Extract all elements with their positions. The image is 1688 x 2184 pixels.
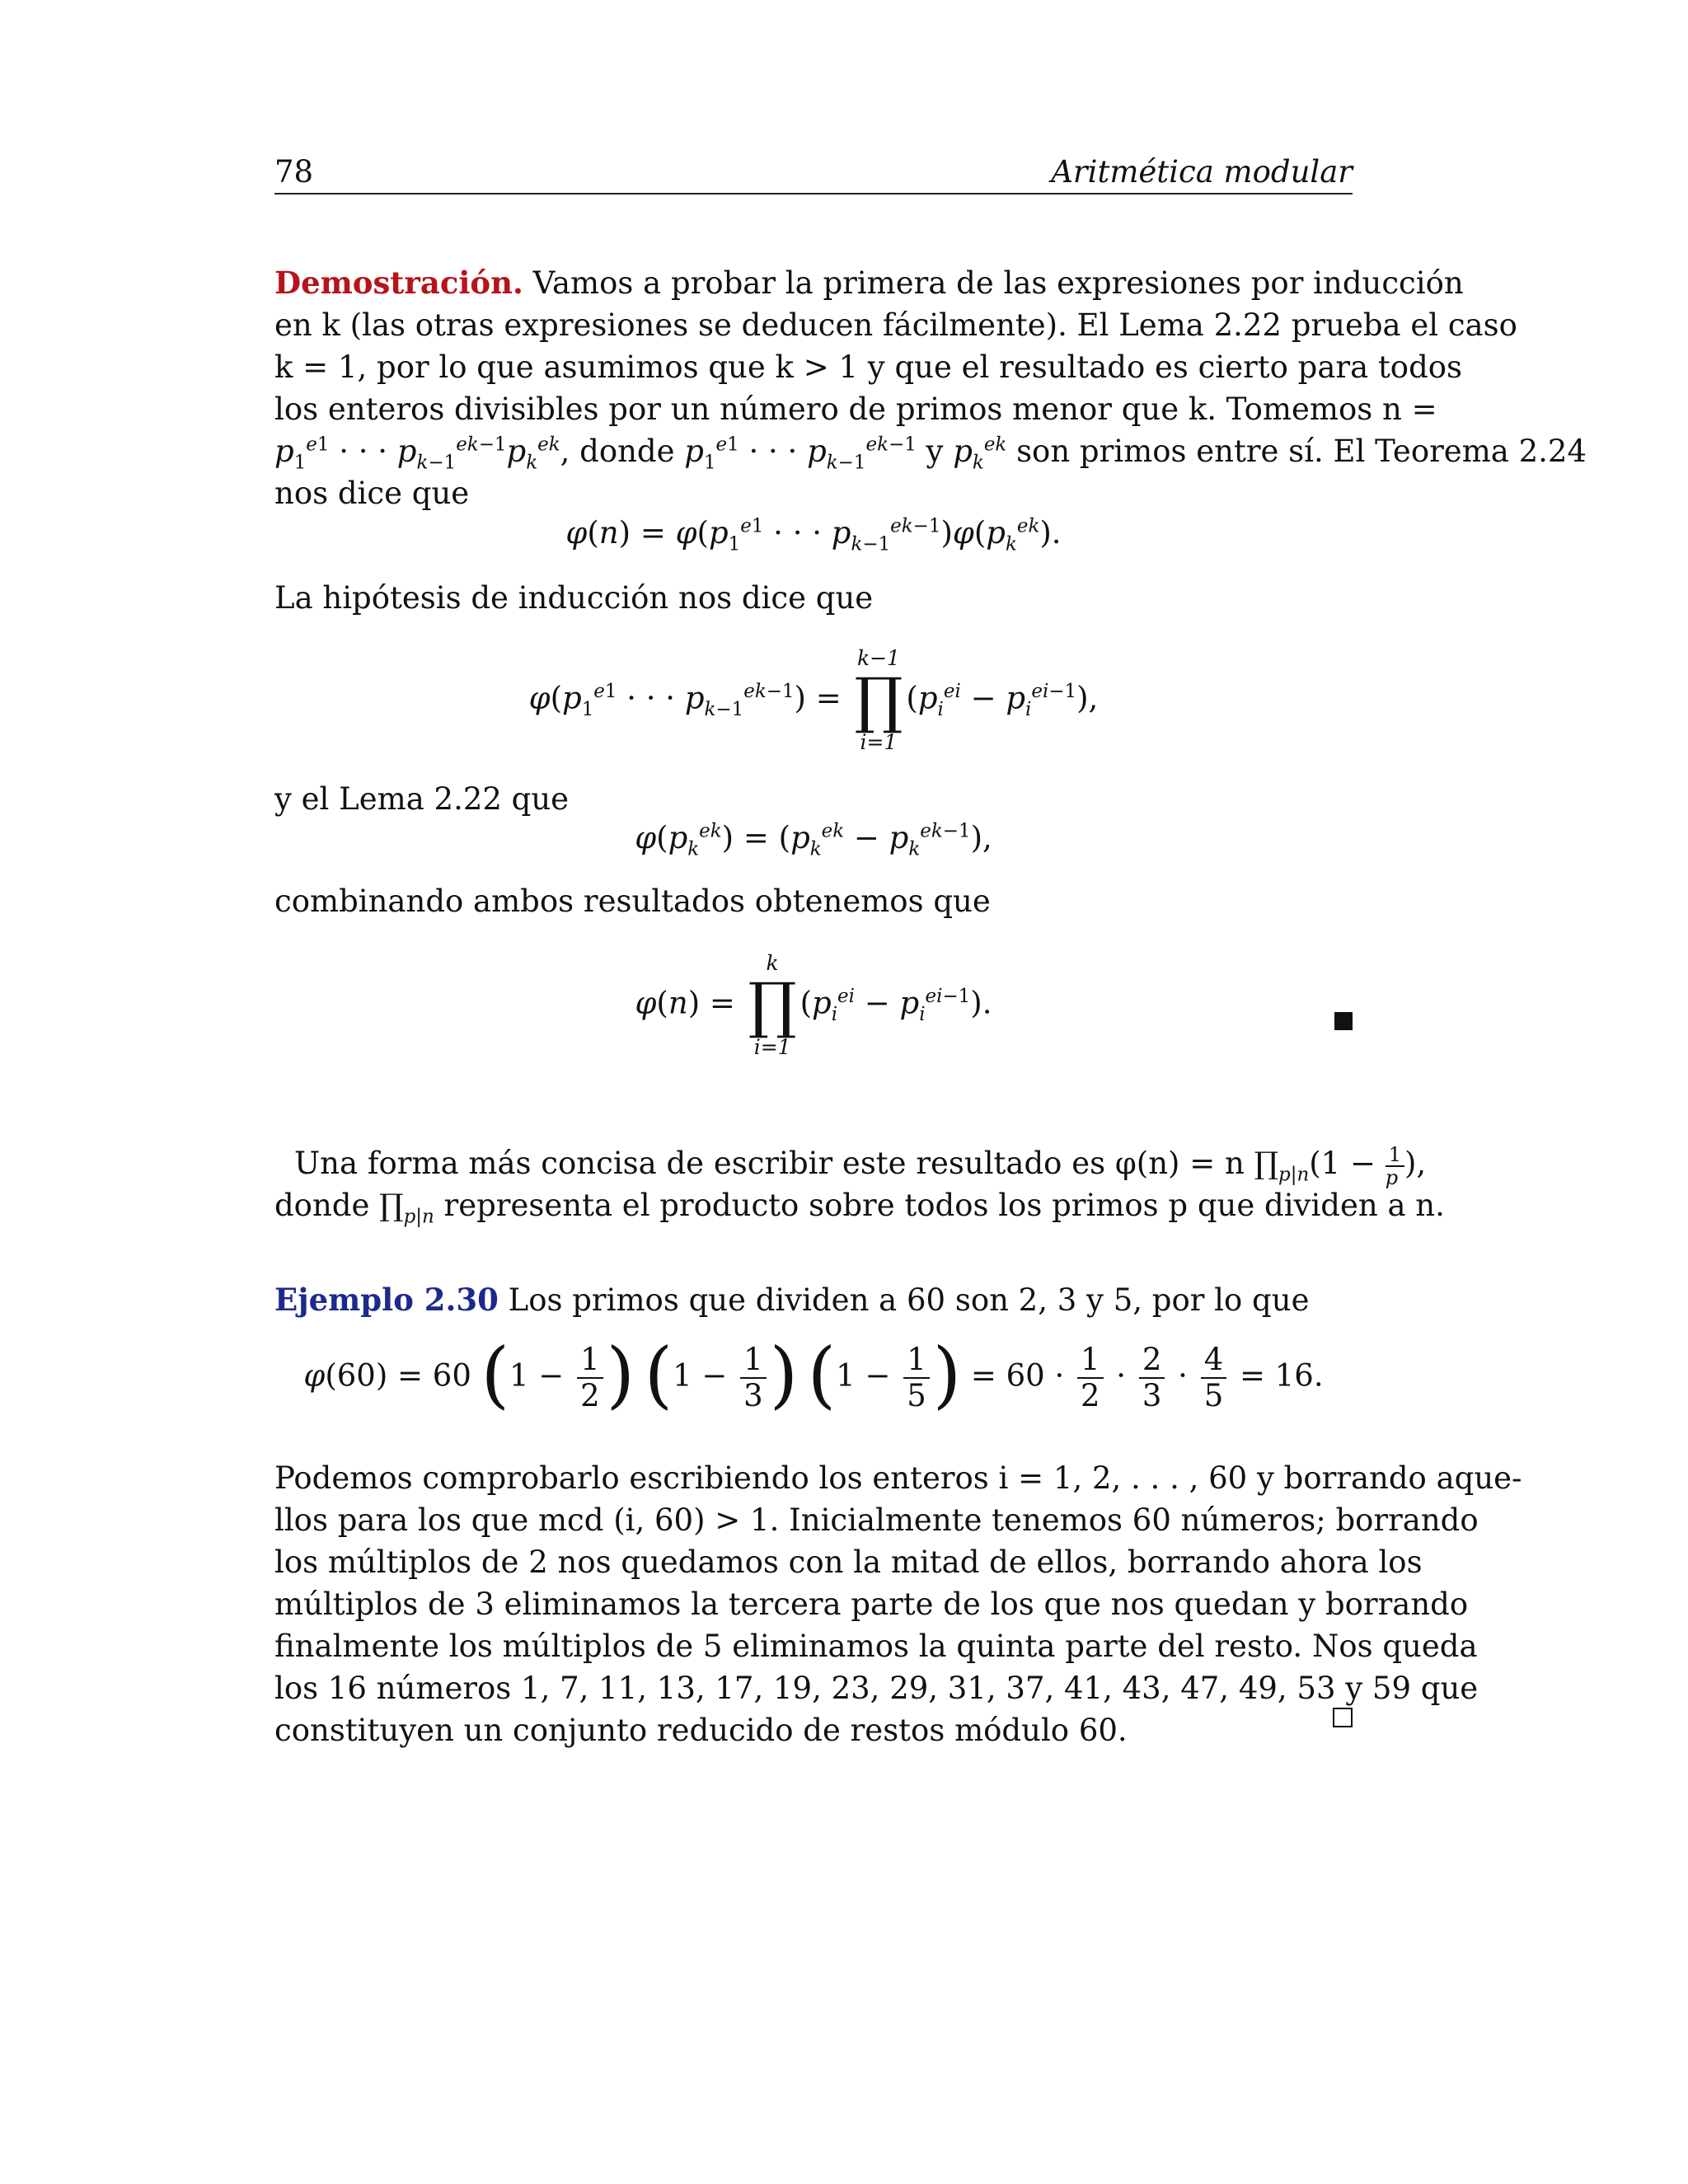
example-heading xyxy=(274,1279,1353,1321)
equation-phi-split: $\varphi(n) = \varphi(p_1^{e1}$ · · · $p_{k-1}^{ek-1})\varphi(p_k^{ek})$. xyxy=(565,515,1062,555)
example-line-5: finalmente los múltiplos de 5 eliminamos la quinta parte del resto. Nos queda xyxy=(274,1629,1478,1664)
equation-induction: $\varphi(p_1^{e1}$ · · · $p_{k-1}^{ek-1}$) = k−1 ∏ i=1 $(p_i^{ei} - p_i^{ei-1})$, xyxy=(528,646,1099,754)
hypothesis-text: La hipótesis de inducción nos dice que xyxy=(274,580,874,616)
remark-paragraph xyxy=(274,1142,1445,1228)
frac-den: p xyxy=(1385,1165,1399,1189)
equation-lemma: $\varphi(p_k^{ek}) = (p_k^{ek} - p_k^{ek-1})$, xyxy=(635,820,992,860)
qed-empty-square xyxy=(1333,1708,1353,1727)
remark-line-2b: representa el producto sobre todos los primos p que dividen a n. xyxy=(434,1188,1445,1223)
remark-tail: (1 − xyxy=(1309,1146,1386,1181)
proof-line-5b: y xyxy=(916,434,954,469)
lemma-text: y el Lema 2.22 que xyxy=(274,781,570,817)
proof-line-3: k = 1, por lo que asumimos que k > 1 y que el resultado es cierto para todos xyxy=(274,349,1463,385)
remark-sub-1: p|n xyxy=(1278,1164,1310,1186)
page-number: 78 xyxy=(274,154,314,190)
running-header xyxy=(274,153,1353,194)
frac-num: 1 xyxy=(1386,1144,1404,1167)
proof-line-5: $p_1^{e1}$ · · · $p_{k-1}^{ek-1}p_k^{ek}$, donde $p_1^{e1}$ · · · $p_{k-1}^{ek-1}$ y $p_k^{ek}$ son primos entre sí. El Teorema 2.24 xyxy=(274,434,1587,474)
remark-line-2a: donde ∏ xyxy=(274,1188,404,1223)
combine-intro xyxy=(274,880,1353,922)
example-intro: Los primos que dividen a 60 son 2, 3 y 5, por lo que xyxy=(508,1282,1310,1318)
remark-line-1: Una forma más concisa de escribir este resultado es φ(n) = n ∏ xyxy=(294,1146,1279,1181)
product-symbol: k ∏ i=1 xyxy=(748,951,797,1059)
hypothesis-intro xyxy=(274,577,1353,619)
proof-line-1: Vamos a probar la primera de las expresiones por inducción xyxy=(532,265,1464,301)
product-symbol: k−1 ∏ i=1 xyxy=(854,646,903,754)
example-line-6: los 16 números 1, 7, 11, 13, 17, 19, 23, 29, 31, 37, 41, 43, 47, 49, 53 y 59 que xyxy=(274,1671,1479,1706)
equation-result: φ(n) = k ∏ i=1 $(p_i^{ei} - p_i^{ei-1})$. xyxy=(635,951,992,1059)
proof-line-4: los enteros divisibles por un número de primos menor que k. Tomemos n = xyxy=(274,391,1437,427)
proof-line-6: nos dice que xyxy=(274,476,470,511)
remark-sub-2: p|n xyxy=(403,1206,434,1228)
equation-phi-60: φ(60) = 60 (1 − $\frac{1}{2}$ ) (1 − $\frac{1}{3}$ ) (1 − $\frac{1}{5}$ ) = 60 · $\frac{1}{2}$ · $\frac{2}{3}$ · $\frac{4}{5}$ = 16. xyxy=(303,1332,1324,1417)
example-line-4: múltiplos de 3 eliminamos la tercera parte de los que nos quedan y borrando xyxy=(274,1586,1469,1622)
example-line-7: constituyen un conjunto reducido de restos módulo 60. xyxy=(274,1713,1128,1748)
lemma-intro xyxy=(274,778,1353,820)
proof-line-5c: son primos entre sí. El Teorema 2.24 xyxy=(1006,434,1587,469)
proof-label: Demostración. xyxy=(274,265,523,301)
qed-filled-square xyxy=(1334,1012,1353,1030)
proof-paragraph xyxy=(274,262,1587,514)
example-label: Ejemplo 2.30 xyxy=(274,1282,499,1318)
chapter-title: Aritmética modular xyxy=(1051,154,1353,190)
example-line-3: los múltiplos de 2 nos quedamos con la mitad de ellos, borrando ahora los xyxy=(274,1544,1423,1580)
proof-line-5a: , donde xyxy=(560,434,685,469)
example-line-2: llos para los que mcd (i, 60) > 1. Inicialmente tenemos 60 números; borrando xyxy=(274,1502,1479,1538)
proof-line-2: en k (las otras expresiones se deducen fácilmente). El Lema 2.22 prueba el caso xyxy=(274,307,1517,343)
example-paragraph xyxy=(274,1457,1522,1751)
remark-end: ), xyxy=(1404,1146,1427,1181)
combine-text: combinando ambos resultados obtenemos que xyxy=(274,883,991,919)
example-line-1: Podemos comprobarlo escribiendo los enteros i = 1, 2, . . . , 60 y borrando aque- xyxy=(274,1460,1522,1496)
